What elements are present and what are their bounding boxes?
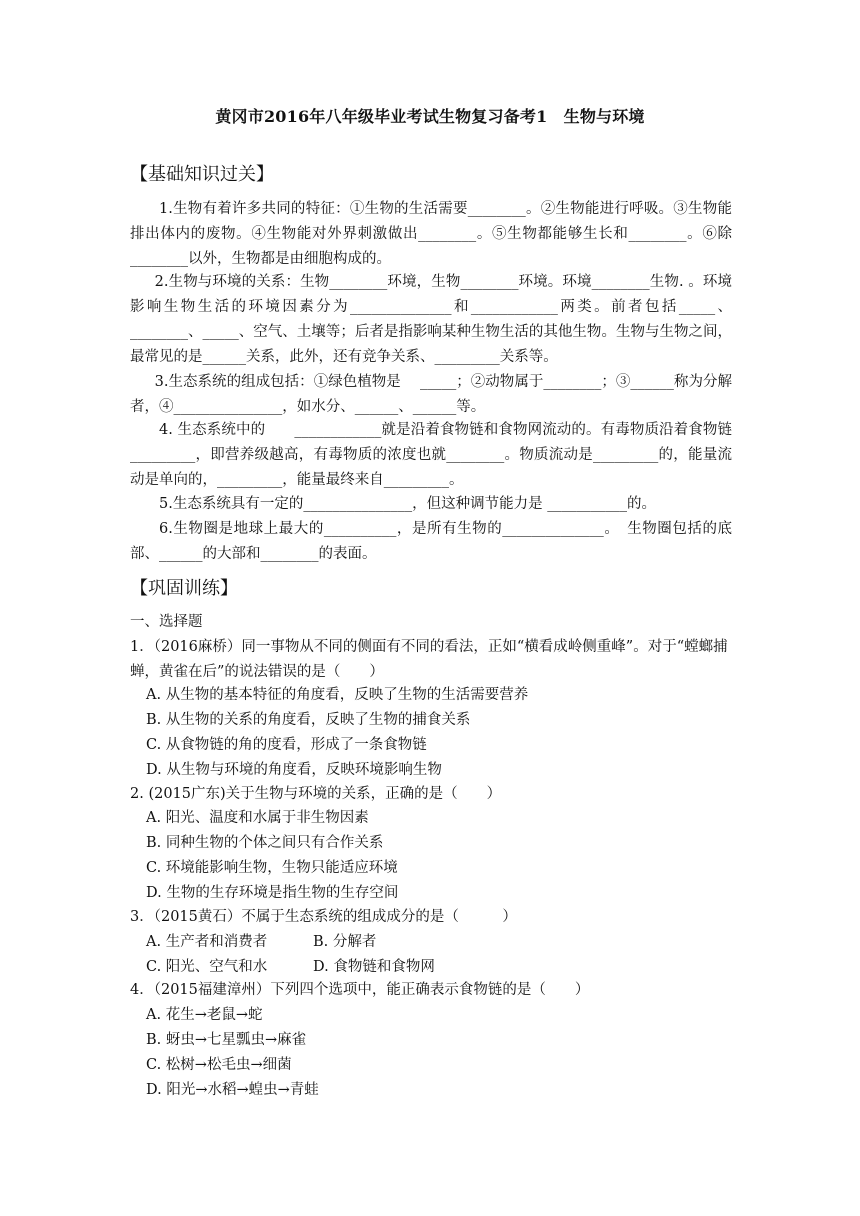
knowledge-item-3: 3.生态系统的组成包括：①绿色植物是 _____；②动物属于________；③______称为分解者，④_______________，如水分、______、______等。 (130, 374, 732, 415)
question-3-stem: 3．（2015黄石）不属于生态系统的组成成分的是（ ） (130, 909, 517, 925)
knowledge-item-1: 1.生物有着许多共同的特征：①生物的生活需要________。②生物能进行呼吸。③生物能排出体内的废物。④生物能对外界刺激做出________。⑤生物都能够生长和________。⑥除________以外，生物都是由细胞构成的。 (130, 201, 732, 267)
question-1-option-a: A. 从生物的基本特征的角度看，反映了生物的生活需要营养 (146, 687, 529, 703)
question-3-option-b: B. 分解者 (313, 934, 377, 950)
knowledge-item-4: 4. 生态系统中的 ____________就是沿着食物链和食物网流动的。有毒物质沿着食物链_________，即营养级越高，有毒物质的浓度也就________。物质流动是_________的，能量流动是单向的，_________，能量最终来自_________。 (130, 422, 732, 488)
question-3-option-a: A. 生产者和消费者 (146, 934, 268, 950)
question-3-option-d: D. 食物链和食物网 (313, 959, 435, 975)
question-2-option-c: C. 环境能影响生物，生物只能适应环境 (146, 860, 398, 876)
question-2-stem: 2. (2015广东)关于生物与环境的关系，正确的是（ ） (130, 786, 502, 802)
question-4-option-c: C. 松树→松毛虫→细菌 (146, 1057, 292, 1073)
question-1-option-b: B. 从生物的关系的角度看，反映了生物的捕食关系 (146, 712, 471, 728)
question-1-option-c: C. 从食物链的角的度看，形成了一条食物链 (146, 737, 427, 753)
knowledge-item-2: 2.生物与环境的关系：生物________环境，生物________环境。环境________生物. 。环境影响生物生活的环境因素分为______________和____________两类。前者包括_____、________、_____、空气、土壤等；后者是指影响某种生物生活的其他生物。生物与生物之间，最常见的是______关系，此外，还有竞争关系、_________关系等。 (130, 274, 732, 365)
question-2-option-d: D. 生物的生存环境是指生物的生存空间 (146, 885, 399, 901)
question-1-stem: 1．（2016麻桥）同一事物从不同的侧面有不同的看法，正如“横看成岭侧重峰”。对于“螳螂捕蝉，黄雀在后”的说法错误的是（ ） (130, 639, 728, 680)
question-3-option-c: C. 阳光、空气和水 (146, 959, 268, 975)
question-1-option-d: D. 从生物与环境的角度看，反映环境影响生物 (146, 762, 442, 778)
knowledge-item-6: 6.生物圈是地球上最大的__________，是所有生物的______________。 生物圈包括的底部、______的大部和________的表面。 (130, 521, 732, 562)
knowledge-item-5: 5.生态系统具有一定的_______________，但这种调节能力是 ___________的。 (159, 496, 656, 512)
section-heading-basics: 【基础知识过关】 (130, 164, 274, 185)
question-2-option-b: B. 同种生物的个体之间只有合作关系 (146, 835, 384, 851)
question-4-stem: 4．（2015福建漳州）下列四个选项中，能正确表示食物链的是（ ） (130, 982, 590, 998)
question-2-option-a: A. 阳光、温度和水属于非生物因素 (146, 810, 369, 826)
section-heading-practice: 【巩固训练】 (130, 578, 238, 599)
document-title: 黄冈市2016年八年级毕业考试生物复习备考1 生物与环境 (215, 107, 645, 126)
question-4-option-d: D. 阳光→水稻→蝗虫→青蛙 (146, 1082, 319, 1098)
part-heading-choice: 一、选择题 (130, 614, 203, 630)
question-4-option-b: B. 蚜虫→七星瓢虫→麻雀 (146, 1032, 307, 1048)
question-4-option-a: A. 花生→老鼠→蛇 (146, 1007, 263, 1023)
